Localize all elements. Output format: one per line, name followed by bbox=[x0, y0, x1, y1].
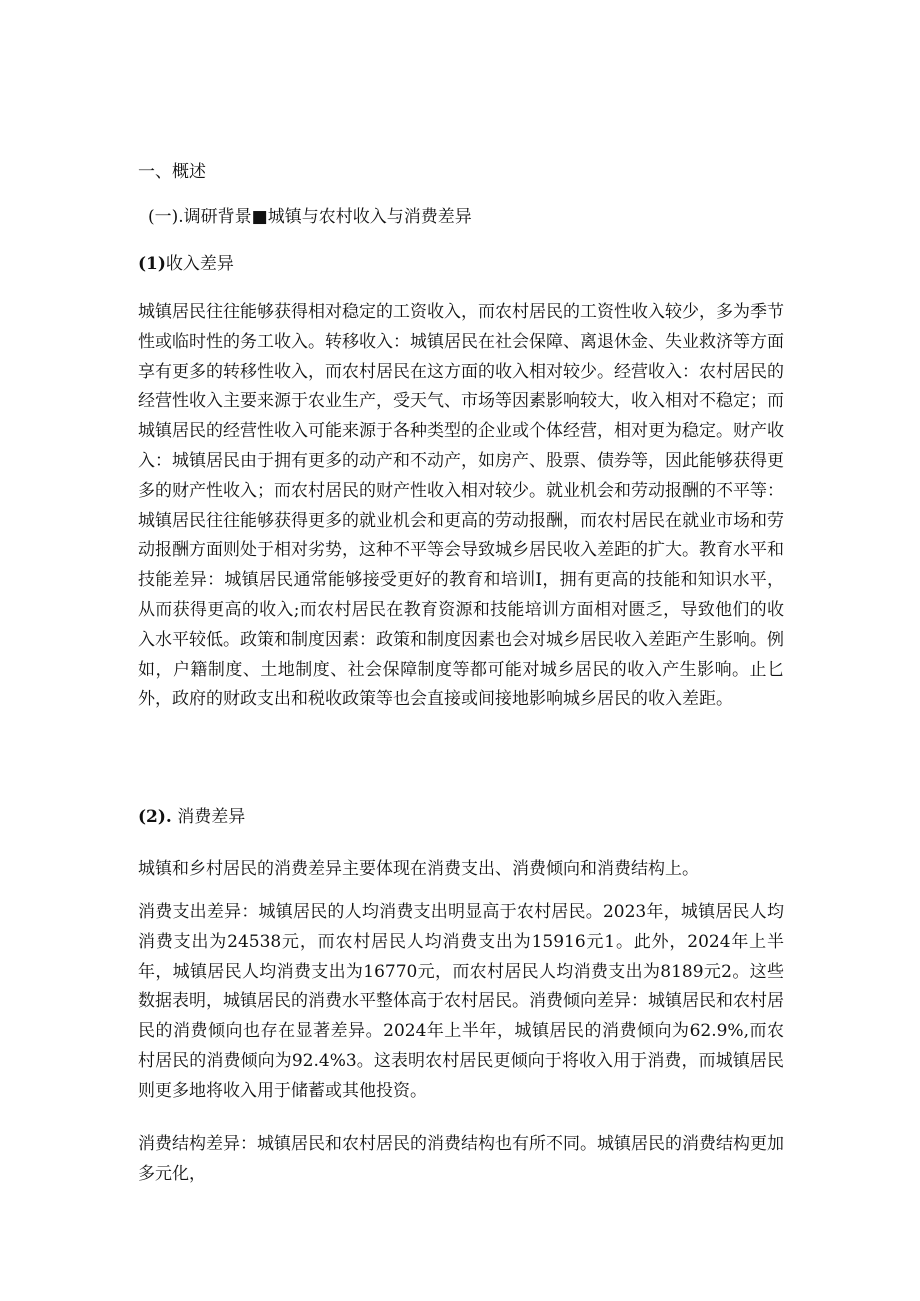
income-difference-paragraph: 城镇居民往往能够获得相对稳定的工资收入，而农村居民的工资性收入较少，多为季节性或临时性的务工收入。转移收入：城镇居民在社会保障、离退休金、失业救济等方面享有更多的转移性收入，而农村居民在这方面的收入相对较少。经营收入：农村居民的经营性收入主要来源于农业生产，受天气、市场等因素影响较大，收入相对不稳定；而城镇居民的经营性收入可能来源于各种类型的企业或个体经营，相对更为稳定。财产收入：城镇居民由于拥有更多的动产和不动产，如房产、股票、债券等，因此能够获得更多的财产性收入；而农村居民的财产性收入相对较少。就业机会和劳动报酬的不平等：城镇居民往往能够获得更多的就业机会和更高的劳动报酬，而农村居民在就业市场和劳动报酬方面则处于相对劣势，这种不平等会导致城乡居民收入差距的扩大。教育水平和技能差异：城镇居民通常能够接受更好的教育和培训I，拥有更高的技能和知识水平，从而获得更高的收入;而农村居民在教育资源和技能培训方面相对匮乏，导致他们的收入水平较低。政策和制度因素：政策和制度因素也会对城乡居民收入差距产生影响。例如，户籍制度、土地制度、社会保障制度等都可能对城乡居民的收入产生影响。止匕外，政府的财政支出和税收政策等也会直接或间接地影响城乡居民的收入差距。 bbox=[138, 302, 784, 710]
section-title: 消费差异 bbox=[177, 807, 246, 827]
heading-income-difference bbox=[138, 252, 234, 276]
heading-consumption-difference bbox=[138, 805, 245, 829]
consumption-structure-paragraph: 消费结构差异：城镇居民和农村居民的消费结构也有所不同。城镇居民的消费结构更加多元化， bbox=[138, 1134, 784, 1184]
heading-overview: 一、概述 bbox=[138, 162, 206, 182]
section-number: (1) bbox=[138, 254, 166, 274]
section-title: 收入差异 bbox=[165, 254, 234, 274]
consumption-expenditure-paragraph: 消费支出差异：城镇居民的人均消费支出明显高于农村居民。2023年，城镇居民人均消费支出为24538元，而农村居民人均消费支出为15916元1。此外，2024年上半年，城镇居民人均消费支出为16770元，而农村居民人均消费支出为8189元2。这些数据表明，城镇居民的消费水平整体高于农村居民。消费倾向差异：城镇居民和农村居民的消费倾向也存在显著差异。2024年上半年，城镇居民的消费倾向为62.9%,而农村居民的消费倾向为92.4%3。这表明农村居民更倾向于将收入用于消费，而城镇居民则更多地将收入用于储蓄或其他投资。 bbox=[138, 902, 784, 1101]
section-number: (2). bbox=[138, 807, 172, 827]
heading-research-background: (一).调研背景■城镇与农村收入与消费差异 bbox=[148, 207, 472, 227]
consumption-intro-paragraph: 城镇和乡村居民的消费差异主要体现在消费支出、消费倾向和消费结构上。 bbox=[138, 859, 699, 879]
